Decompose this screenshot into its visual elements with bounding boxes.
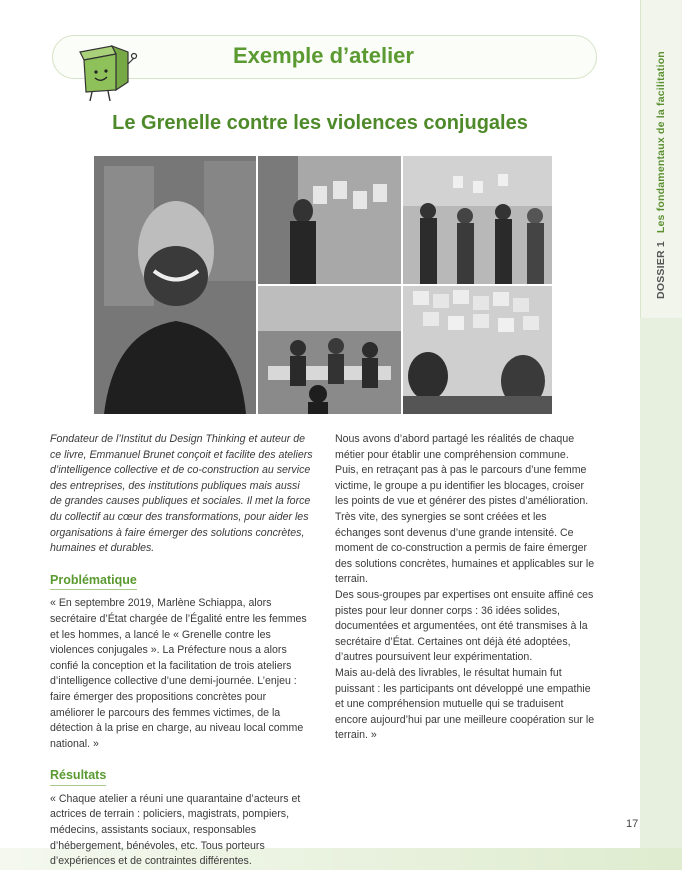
workshop-photo-postits [403,286,552,414]
workshop-photo-group [403,156,552,284]
results-text-2: Nous avons d’abord partagé les réalités de chaque métier pour établir une compréhension commune. Puis, en retraçant pas à pas le parcours d’une femme victime, le groupe a pu identifier les blocages, croiser les points de vue et générer des pistes d’amélioration. Très vite, des synergies se sont créées et les échanges sont devenus d’une grande intensité. Ce moment de co-construction a permis de faire émerger des solutions concrètes, humaines et applicables sur le terrain. [335,433,595,586]
portrait-photo [94,156,256,414]
article-title: Le Grenelle contre les violences conjugales [112,112,528,134]
workshop-photo-tables [258,286,401,414]
left-column [50,432,313,876]
results-text-3: Des sous-groupes par expertises ont ensuite affiné ces pistes pour leur donner corps : 36 idées solides, documentées et argumentées, ont été transmises à la secrétaire d’État. Certaines ont déjà été adoptées, d’autres poursuivent leur expérimentation. [335,588,594,664]
section-label: Les fondamentaux de la facilitation [655,51,667,234]
dossier-label: DOSSIER 1 [655,241,667,299]
chapter-side-label [655,51,667,299]
box-mascot-icon [72,38,138,104]
results-text-4: Mais au-delà des livrables, le résultat humain fut puissant : les participants ont développé une empathie et une compréhension mutuelle qui se traduisent encore aujourd’hui par une meilleure coopération sur le terrain. » [335,666,595,742]
results-heading: Résultats [50,768,106,786]
header-title: Exemple d’atelier [233,43,414,68]
workshop-photo-wall [258,156,401,284]
problem-text: « En septembre 2019, Marlène Schiappa, alors secrétaire d’État chargée de l’Égalité entre les femmes et les hommes, a lancé le « Grenelle contre les violences conjugales ». La Préfecture nous a alors confié la conception et la facilitation de trois ateliers d’intelligence collective d’une demi-journée. L’enjeu : faire émerger des propositions concrètes pour améliorer le parcours des femmes victimes, de la détection à la prise en charge, au niveau local comme national. » [50,597,307,750]
page-number: 17 [626,818,639,830]
results-text-1: « Chaque atelier a réuni une quarantaine d’acteurs et actrices de terrain : policiers, magistrats, pompiers, médecins, assistants sociaux, responsables d’hébergement, bénévoles, etc. Tous porteurs d’expériences et de contraintes différentes. [50,792,301,868]
right-margin-strip [640,318,682,870]
problem-heading: Problématique [50,573,137,591]
right-column [335,432,595,744]
author-intro: Fondateur de l’Institut du Design Thinking et auteur de ce livre, Emmanuel Brunet conçoit et facilite des ateliers d’intelligence collective et de co-construction au service des entreprises, des institutions publiques mais aussi de grandes causes publiques et sociales. Il met la force du collectif au cœur des transformations, pour aider les organisations à faire émerger des solutions concrètes, humaines et durables. [50,433,313,555]
